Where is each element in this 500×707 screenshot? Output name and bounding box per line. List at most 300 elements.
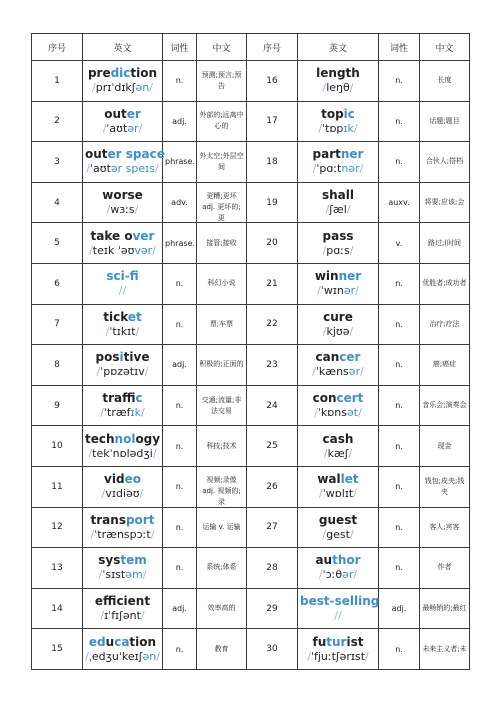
entry-phonetic-part: vər [134, 243, 153, 257]
entry-part-of-speech: phrase. [163, 223, 197, 264]
entry-english [298, 223, 379, 264]
entry-phonetic-part: prɪˈdɪkʃ [95, 81, 136, 95]
entry-phonetic-part: kæʃ [327, 446, 349, 460]
phonetic-slash: / [312, 162, 317, 176]
entry-english [298, 61, 379, 102]
vocabulary-table [31, 33, 470, 670]
entry-chinese [420, 629, 470, 670]
entry-chinese [197, 426, 247, 467]
phonetic-slash: / [318, 568, 323, 582]
entry-phonetic-part: vɪdiəʊ [105, 487, 140, 501]
entry-phonetic-part: ɪk [130, 406, 141, 420]
entry-index: 6 [32, 263, 83, 304]
entry-index: 30 [247, 629, 298, 670]
entry-word-part: cash [322, 431, 354, 446]
entry-english [83, 142, 163, 183]
entry-chinese [420, 304, 470, 345]
entry-word [300, 594, 380, 609]
entry-word-part: nol [114, 431, 136, 446]
phonetic-slash: / [349, 527, 354, 541]
entry-chinese [197, 548, 247, 589]
phonetic-slash: / [138, 121, 143, 135]
entry-chinese-text: 作者 [437, 563, 452, 572]
entry-phonetic [300, 650, 376, 664]
table-row [32, 345, 470, 386]
entry-index: 9 [32, 385, 83, 426]
phonetic-slash: / [355, 284, 359, 298]
entry-phonetic-part: ˈpɒzətɪv [100, 365, 145, 379]
entry-word-part: tem [120, 553, 147, 568]
table-row [32, 426, 470, 467]
entry-phonetic [85, 203, 160, 217]
entry-phonetic [85, 650, 160, 664]
entry-english [83, 263, 163, 304]
entry-word-part: ner [340, 147, 364, 162]
entry-phonetic [85, 325, 160, 339]
entry-word-part: er space [107, 147, 165, 162]
entry-word-part: cient [116, 594, 151, 609]
entry-word-part: pass [322, 228, 354, 243]
entry-chinese-text: 接管;接收 [206, 238, 237, 247]
phonetic-slash: / [140, 609, 145, 623]
entry-chinese [197, 263, 247, 304]
entry-chinese [197, 588, 247, 629]
entry-phonetic-part: ˈwɪn [320, 284, 344, 298]
entry-phonetic-part: ˈwɒlɪt [322, 487, 354, 501]
entry-phonetic-part: ˈkæns [315, 365, 349, 379]
entry-chinese-text: 未来主义者;未 [422, 644, 467, 653]
entry-phonetic [300, 325, 376, 339]
entry-word-part: cure [323, 309, 353, 324]
entry-word [85, 594, 160, 609]
entry-phonetic [85, 609, 160, 623]
entry-chinese [420, 466, 470, 507]
phonetic-slash: / [88, 446, 93, 460]
entry-chinese-text: 更糟;更坏 adj. 更坏的;更 [202, 192, 241, 223]
entry-word-part: eo [124, 472, 141, 487]
entry-word-part: length [316, 66, 360, 81]
entry-chinese-text: 癌;癌症 [432, 360, 457, 369]
entry-phonetic-part: ˈtɒp [322, 121, 344, 135]
entry-english [83, 101, 163, 142]
entry-part-of-speech: n. [163, 629, 197, 670]
entry-english [83, 345, 163, 386]
entry-part-of-speech: adj. [163, 345, 197, 386]
entry-english [298, 142, 379, 183]
entry-phonetic [300, 203, 376, 217]
phonetic-slash: / [90, 527, 95, 541]
phonetic-slash: / [152, 446, 157, 460]
entry-part-of-speech: n. [379, 304, 420, 345]
phonetic-slash: / [322, 243, 327, 257]
entry-index: 10 [32, 426, 83, 467]
entry-word-part: i [119, 350, 124, 365]
phonetic-slash: / [134, 203, 139, 217]
phonetic-slash: / [100, 609, 105, 623]
entry-part-of-speech: v. [379, 223, 420, 264]
table-row [32, 629, 470, 670]
entry-chinese [197, 385, 247, 426]
entry-index: 7 [32, 304, 83, 345]
entry-part-of-speech: n. [163, 385, 197, 426]
entry-phonetic-part: nər [341, 162, 360, 176]
entry-word-part: tech [85, 431, 115, 446]
entry-phonetic [300, 609, 376, 623]
entry-index: 20 [247, 223, 298, 264]
phonetic-slash: / [318, 121, 323, 135]
table-row [32, 61, 470, 102]
entry-word-part: au [315, 553, 333, 568]
phonetic-slash: / [317, 284, 321, 298]
entry-phonetic-part: ər speɪs [110, 162, 155, 176]
entry-word [85, 472, 160, 487]
entry-english [83, 507, 163, 548]
entry-part-of-speech: n. [379, 507, 420, 548]
entry-phonetic-part: ˈsɪst [102, 568, 126, 582]
entry-phonetic [300, 487, 376, 501]
entry-phonetic [300, 365, 376, 379]
entry-word-part: et [127, 309, 142, 324]
entry-index: 8 [32, 345, 83, 386]
entry-word-part: best-selling [300, 594, 380, 609]
entry-chinese [420, 263, 470, 304]
table-row [32, 142, 470, 183]
entry-word [85, 350, 160, 365]
entry-part-of-speech: adj. [379, 588, 420, 629]
entry-word-part: worse [102, 188, 143, 203]
entry-phonetic [85, 365, 160, 379]
entry-word [300, 188, 376, 203]
entry-word [300, 513, 376, 528]
entry-part-of-speech: n. [163, 263, 197, 304]
entry-word [85, 553, 160, 568]
entry-phonetic-part: ər [342, 568, 354, 582]
entry-word [300, 107, 376, 122]
phonetic-slash: / [349, 243, 354, 257]
entry-chinese-text: 音乐会;演奏会 [422, 401, 467, 410]
entry-phonetic-part: ˈaʊt [90, 162, 111, 176]
phonetic-slash: / [89, 243, 93, 257]
entry-chinese-text: 科幻小说 [207, 279, 236, 288]
entry-word-part: cert [336, 391, 364, 406]
entry-phonetic-part: ʃæl [329, 203, 347, 217]
entry-word-part: out [85, 147, 108, 162]
table-row [32, 385, 470, 426]
entry-word-part: dic [110, 66, 131, 81]
entry-chinese [197, 466, 247, 507]
entry-word-part: part [312, 147, 341, 162]
entry-word-part: ef [94, 594, 117, 609]
entry-english [298, 304, 379, 345]
entry-phonetic [85, 487, 160, 501]
entry-english [298, 385, 379, 426]
entry-word-part: pos [95, 350, 120, 365]
entry-part-of-speech: adv. [163, 182, 197, 223]
entry-chinese-text: 效率高的 [207, 604, 236, 613]
entry-chinese-text: 治疗;疗法 [429, 319, 460, 328]
phonetic-slash: / [348, 446, 353, 460]
entry-phonetic-part: pɑːs [326, 243, 350, 257]
phonetic-slash: / [314, 406, 318, 420]
phonetic-slash: / [142, 568, 147, 582]
entry-word-part: tion [130, 66, 158, 81]
entry-word-part: ner [338, 269, 362, 284]
entry-phonetic-part: wɜːs [110, 203, 135, 217]
entry-word-part: let [340, 472, 359, 487]
header-english-left: 英文 [83, 34, 163, 61]
entry-word-part: pre [87, 66, 111, 81]
entry-chinese-text: 票;车票 [209, 319, 234, 328]
entry-phonetic-part: ən [135, 81, 150, 95]
phonetic-slash: / [154, 162, 159, 176]
header-english-right: 英文 [298, 34, 379, 61]
entry-chinese-text: 科技;技术 [206, 441, 237, 450]
table-row [32, 466, 470, 507]
entry-index: 3 [32, 142, 83, 183]
entry-word-part: thor [332, 553, 361, 568]
entry-word-part: trans [90, 512, 126, 527]
entry-chinese-text: 积极的;正面的 [199, 360, 244, 369]
entry-part-of-speech: n. [379, 629, 420, 670]
entry-part-of-speech: n. [379, 345, 420, 386]
entry-phonetic [85, 406, 160, 420]
entry-phonetic [85, 568, 160, 582]
entry-word [85, 432, 160, 447]
phonetic-slash: / [98, 568, 103, 582]
table-row [32, 263, 470, 304]
entry-word-part: ogy [135, 431, 161, 446]
entry-part-of-speech: n. [379, 142, 420, 183]
entry-phonetic-part: ˈtrænspɔːt [94, 527, 151, 541]
entry-word [300, 472, 376, 487]
entry-part-of-speech: n. [379, 466, 420, 507]
table-row [32, 304, 470, 345]
entry-index: 18 [247, 142, 298, 183]
entry-index: 11 [32, 466, 83, 507]
entry-word [85, 147, 165, 162]
entry-chinese [420, 588, 470, 629]
table-row [32, 588, 470, 629]
entry-chinese-text: 路过;(时间 [427, 238, 462, 247]
entry-phonetic [85, 447, 160, 461]
entry-part-of-speech: n. [379, 385, 420, 426]
entry-english [298, 629, 379, 670]
entry-word-part: take o [90, 228, 133, 243]
entry-chinese-text: 系统;体系 [206, 563, 237, 572]
entry-index: 24 [247, 385, 298, 426]
entry-chinese [420, 385, 470, 426]
phonetic-slash: / [322, 324, 327, 338]
entry-chinese-text: 长度 [437, 76, 452, 85]
entry-english [298, 101, 379, 142]
phonetic-slash: / [322, 527, 327, 541]
entry-word-part: ic [343, 106, 355, 121]
entry-part-of-speech: n. [163, 304, 197, 345]
entry-part-of-speech: auxv. [379, 182, 420, 223]
header-row [32, 34, 470, 61]
entry-word-part: shall [321, 188, 354, 203]
header-chinese-right: 中文 [420, 34, 470, 61]
entry-phonetic-part: ən [142, 649, 157, 663]
phonetic-slash: / [105, 324, 110, 338]
phonetic-slash: / [156, 649, 160, 663]
phonetic-slash: / [144, 365, 149, 379]
entry-english [298, 182, 379, 223]
entry-word [85, 66, 160, 81]
entry-phonetic [85, 284, 160, 298]
entry-chinese-text: 将要;应该;会 [424, 198, 465, 207]
entry-english [298, 345, 379, 386]
table-row [32, 507, 470, 548]
entry-chinese-text: 预测;预言;预告 [201, 70, 242, 90]
entry-chinese [420, 142, 470, 183]
table-row [32, 182, 470, 223]
entry-chinese [197, 629, 247, 670]
phonetic-slash: / [338, 609, 342, 623]
entry-phonetic-part: ˌedʒuˈkeɪʃ [88, 649, 143, 663]
phonetic-slash: / [122, 284, 127, 298]
entry-chinese [197, 61, 247, 102]
entry-word [300, 310, 376, 325]
entry-chinese-text: 最畅销的;最红 [422, 604, 467, 613]
entry-english [83, 304, 163, 345]
entry-word [300, 635, 376, 650]
entry-phonetic-part: ˈtræf [103, 406, 131, 420]
entry-word-part: vid [104, 472, 125, 487]
phonetic-slash: / [85, 649, 89, 663]
entry-chinese [197, 142, 247, 183]
entry-index: 29 [247, 588, 298, 629]
entry-index: 4 [32, 182, 83, 223]
entry-chinese [420, 101, 470, 142]
entry-part-of-speech: phrase. [163, 142, 197, 183]
entry-word-part: top [321, 106, 344, 121]
entry-index: 12 [32, 507, 83, 548]
entry-part-of-speech: n. [379, 61, 420, 102]
table-row [32, 548, 470, 589]
phonetic-slash: / [359, 162, 364, 176]
entry-phonetic-part: ɪˈfɪʃənt [104, 609, 141, 623]
entry-chinese [197, 182, 247, 223]
entry-word [300, 229, 376, 244]
entry-phonetic [85, 244, 160, 258]
entry-english [83, 182, 163, 223]
entry-chinese [197, 507, 247, 548]
entry-chinese-text: 交通;流量;非法交易 [201, 395, 242, 415]
entry-chinese [197, 345, 247, 386]
entry-phonetic-part: ˈɔːθ [322, 568, 343, 582]
entry-index: 27 [247, 507, 298, 548]
entry-word-part: can [315, 350, 340, 365]
entry-chinese [420, 548, 470, 589]
entry-chinese-text: 优胜者;成功者 [422, 279, 467, 288]
phonetic-slash: / [135, 324, 140, 338]
entry-phonetic [300, 528, 376, 542]
phonetic-slash: / [139, 487, 144, 501]
phonetic-slash: / [307, 649, 311, 663]
entry-part-of-speech: n. [163, 61, 197, 102]
entry-part-of-speech: n. [379, 263, 420, 304]
phonetic-slash: / [334, 609, 338, 623]
entry-index: 17 [247, 101, 298, 142]
phonetic-slash: / [92, 81, 96, 95]
phonetic-slash: / [325, 203, 330, 217]
entry-phonetic [300, 122, 376, 136]
phonetic-slash: / [353, 568, 358, 582]
phonetic-slash: / [106, 203, 111, 217]
entry-phonetic [85, 162, 160, 176]
phonetic-slash: / [358, 406, 362, 420]
header-chinese-left: 中文 [197, 34, 247, 61]
entry-word-part: ed [88, 634, 106, 649]
entry-part-of-speech: n. [379, 101, 420, 142]
entry-word-part: guest [318, 512, 358, 527]
entry-word [85, 229, 160, 244]
phonetic-slash: / [349, 324, 354, 338]
entry-word-part: fic [135, 391, 143, 406]
phonetic-slash: / [349, 81, 354, 95]
phonetic-slash: / [150, 527, 155, 541]
entry-phonetic-part: ər [343, 284, 356, 298]
entry-word-part: er [126, 106, 141, 121]
entry-word-part: sci-fi [106, 269, 139, 284]
entry-chinese [420, 223, 470, 264]
phonetic-slash: / [322, 81, 327, 95]
entry-phonetic [300, 447, 376, 461]
entry-english [83, 588, 163, 629]
entry-chinese [197, 304, 247, 345]
entry-phonetic-part: ˈpɑːt [316, 162, 342, 176]
entry-chinese [420, 182, 470, 223]
entry-part-of-speech: n. [163, 548, 197, 589]
phonetic-slash: / [152, 243, 156, 257]
header-pos-left: 词性 [163, 34, 197, 61]
entry-index: 22 [247, 304, 298, 345]
entry-english [83, 61, 163, 102]
phonetic-slash: / [323, 446, 328, 460]
entry-chinese-text: 教育 [214, 644, 229, 653]
entry-word [85, 635, 160, 650]
phonetic-slash: / [312, 365, 316, 379]
entry-english [83, 466, 163, 507]
entry-phonetic-part: ˈkɒns [317, 406, 347, 420]
entry-phonetic [85, 528, 160, 542]
entry-word-part: ca [114, 634, 130, 649]
entry-word-part: tive [123, 350, 150, 365]
entry-word [300, 269, 376, 284]
entry-word-part: win [314, 269, 339, 284]
phonetic-slash: / [96, 365, 101, 379]
entry-word-part: sys [98, 553, 121, 568]
entry-english [298, 548, 379, 589]
entry-index: 19 [247, 182, 298, 223]
entry-phonetic [300, 81, 376, 95]
entry-phonetic-part: ət [347, 406, 359, 420]
entry-english [83, 385, 163, 426]
entry-english [83, 223, 163, 264]
phonetic-slash: / [141, 406, 145, 420]
entry-phonetic [300, 568, 376, 582]
entry-phonetic-part: ˈtɪkɪt [109, 324, 136, 338]
entry-word-part: tick [103, 309, 128, 324]
entry-word [300, 147, 376, 162]
entry-phonetic-part: teɪk ˈəʊ [92, 243, 135, 257]
entry-word-part: cer [339, 350, 361, 365]
entry-word-part: ver [132, 228, 155, 243]
entry-chinese [420, 507, 470, 548]
entry-chinese-text: 合伙人;搭档 [425, 157, 464, 166]
entry-index: 21 [247, 263, 298, 304]
